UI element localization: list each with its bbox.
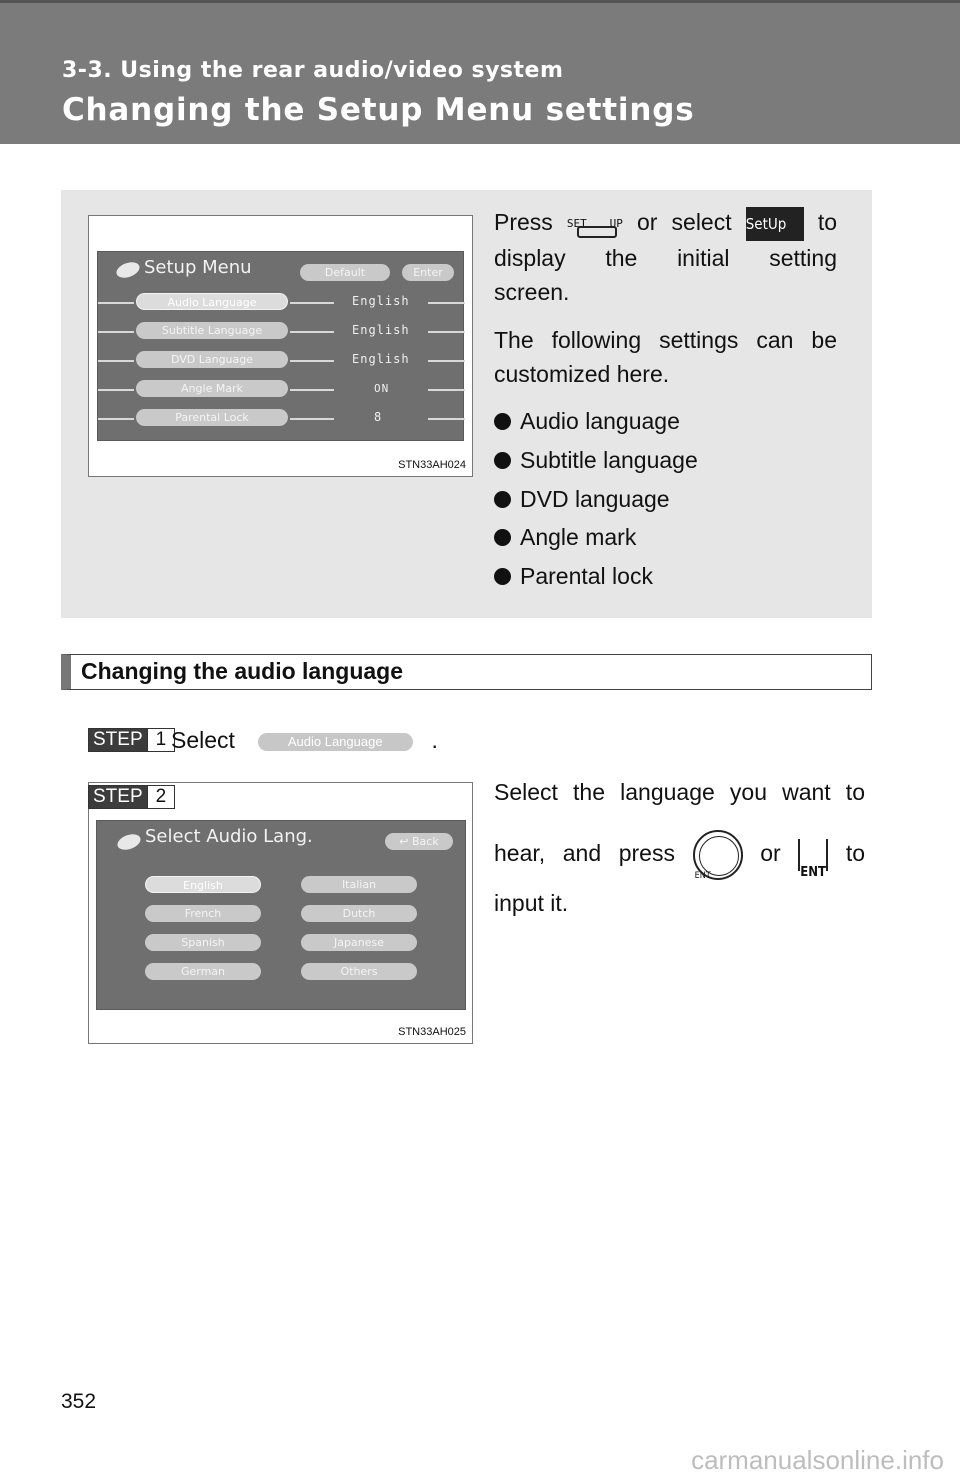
subtitle-language-option[interactable]: Subtitle Language (136, 322, 288, 339)
to-text: to (817, 209, 837, 235)
period-text: . (431, 727, 438, 753)
row-line (290, 331, 334, 333)
setup-menu-screen (97, 251, 464, 441)
bullet-icon (494, 413, 511, 430)
step-2-badge (88, 785, 175, 809)
audio-language-option[interactable]: Audio Language (136, 293, 288, 310)
bullet-icon (494, 452, 511, 469)
subsection-heading (61, 654, 872, 690)
select-audio-lang-figure (88, 782, 473, 1044)
step-2-line-1: Select the language you want to (494, 779, 865, 805)
language-english[interactable]: English (145, 876, 261, 893)
step-number: 1 (148, 728, 176, 752)
angle-mark-value: ON (374, 382, 390, 395)
setting-label: Angle mark (520, 524, 637, 550)
intro-line-1 (494, 205, 837, 241)
select-text: Select (171, 727, 235, 753)
select-audio-lang-screen (96, 820, 466, 1010)
language-others[interactable]: Others (301, 963, 417, 980)
hear-and-press-text: hear, and press (494, 840, 675, 866)
row-line (290, 302, 334, 304)
disc-icon (114, 259, 141, 280)
step-2-line-3: input it. (494, 890, 569, 916)
step-2-line-2 (494, 826, 865, 880)
select-audio-lang-title: Select Audio Lang. (145, 826, 313, 847)
dvd-language-value: English (352, 352, 410, 366)
ent-dial-label: ENT (694, 870, 711, 881)
intro-line-3: screen. (494, 279, 570, 305)
audio-language-value: English (352, 294, 410, 308)
setting-item (494, 447, 698, 474)
row-line (290, 418, 334, 420)
default-button[interactable]: Default (300, 264, 390, 281)
ent-key-label: ENT (800, 864, 827, 880)
row-line (428, 331, 465, 333)
row-line (98, 418, 134, 420)
to-text: to (845, 840, 866, 866)
row-line (428, 360, 465, 362)
row-line (428, 389, 465, 391)
ent-key-icon (798, 839, 828, 880)
setup-button-label: SET UP (566, 216, 623, 230)
ent-dial-icon (693, 830, 743, 880)
enter-button[interactable]: Enter (402, 264, 454, 281)
language-japanese[interactable]: Japanese (301, 934, 417, 951)
language-german[interactable]: German (145, 963, 261, 980)
language-dutch[interactable]: Dutch (301, 905, 417, 922)
page-title: Changing the Setup Menu settings (62, 92, 695, 128)
row-line (428, 418, 465, 420)
page-number: 352 (61, 1390, 97, 1413)
row-line (290, 360, 334, 362)
bullet-icon (494, 491, 511, 508)
section-label: 3-3. Using the rear audio/video system (62, 58, 564, 83)
setup-button-icon (567, 207, 623, 241)
setting-label: Parental lock (520, 563, 653, 589)
row-line (290, 389, 334, 391)
disc-icon (115, 831, 142, 852)
step-word: STEP (88, 728, 148, 752)
setting-label: Subtitle language (520, 447, 698, 473)
header-band (0, 0, 960, 144)
audio-language-pill: Audio Language (258, 733, 413, 751)
angle-mark-option[interactable]: Angle Mark (136, 380, 288, 397)
step-number: 2 (148, 785, 176, 809)
setting-item (494, 563, 653, 590)
back-label: Back (412, 835, 439, 848)
language-italian[interactable]: Italian (301, 876, 417, 893)
setting-item (494, 486, 670, 513)
press-text: Press (494, 209, 553, 235)
figure-code: STN33AH025 (398, 1026, 466, 1038)
intro-para2-line1: The following settings can be (494, 327, 837, 353)
subsection-title: Changing the audio language (81, 658, 403, 684)
dvd-language-option[interactable]: DVD Language (136, 351, 288, 368)
intro-para2-line2: customized here. (494, 361, 670, 387)
setting-label: Audio language (520, 408, 680, 434)
step-1-badge (88, 728, 175, 752)
parental-lock-option[interactable]: Parental Lock (136, 409, 288, 426)
row-line (428, 302, 465, 304)
parental-lock-value: 8 (374, 410, 383, 424)
intro-line-2: display the initial setting (494, 245, 837, 271)
setting-item (494, 524, 636, 551)
row-line (98, 331, 134, 333)
or-text: or (760, 840, 781, 866)
header-top-strip (0, 0, 960, 3)
watermark: carmanualsonline.info (691, 1445, 944, 1475)
back-arrow-icon: ↩ (399, 835, 412, 848)
setting-label: DVD language (520, 486, 670, 512)
row-line (98, 360, 134, 362)
setup-selector-icon: SetUp (746, 207, 804, 241)
row-line (98, 389, 134, 391)
back-button[interactable] (385, 833, 453, 850)
figure-code: STN33AH024 (398, 459, 466, 471)
bullet-icon (494, 529, 511, 546)
language-spanish[interactable]: Spanish (145, 934, 261, 951)
bullet-icon (494, 568, 511, 585)
setup-menu-title: Setup Menu (144, 257, 252, 278)
subtitle-language-value: English (352, 323, 410, 337)
setup-menu-figure (88, 215, 473, 477)
or-select-text: or select (636, 209, 732, 235)
language-french[interactable]: French (145, 905, 261, 922)
row-line (98, 302, 134, 304)
setting-item (494, 408, 680, 435)
step-word: STEP (88, 785, 148, 809)
step-1-text (171, 723, 438, 757)
